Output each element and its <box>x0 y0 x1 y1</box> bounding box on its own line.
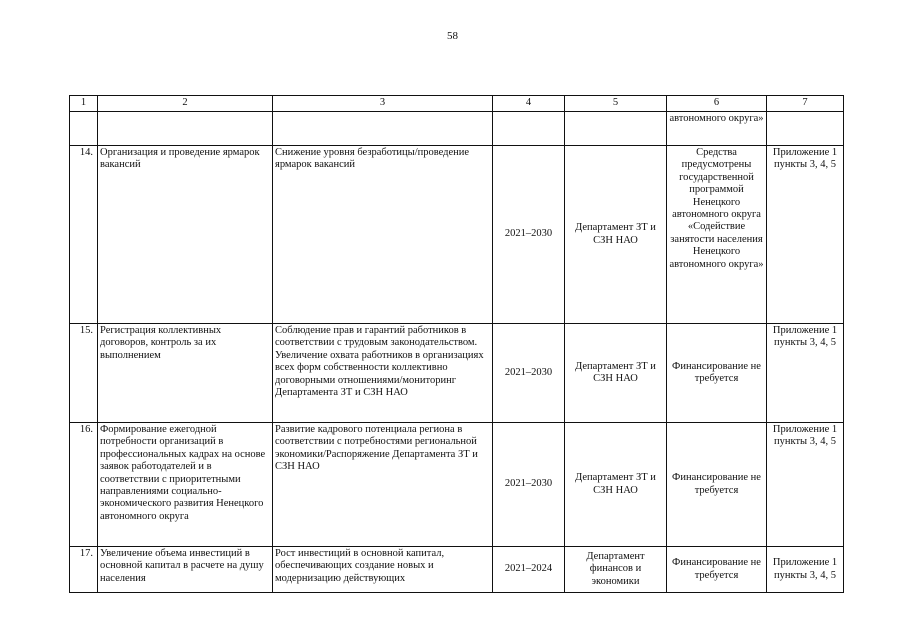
executor-cell: Департамент ЗТ и СЗН НАО <box>565 324 667 423</box>
measure-cell: Увеличение объема инвестиций в основной капитал в расчете на душу населения <box>98 547 273 593</box>
page-number: 58 <box>447 30 458 42</box>
result-cell: Снижение уровня безработицы/проведение ярмарок вакансий <box>273 146 493 324</box>
column-number: 3 <box>273 96 493 112</box>
result-cell: Развитие кадрового потенциала региона в соответствии с потребностями региональной экономики/Распоряжение Департамента ЗТ и СЗН НАО <box>273 423 493 547</box>
continuation-row <box>70 112 844 146</box>
executor-cell: Департамент финансов и экономики <box>565 547 667 593</box>
result-cell: Соблюдение прав и гарантий работников в соответствии с трудовым законодательством. Увеличение охвата работников в организациях всех форм собственности коллективно договорными отношениями/мониторинг Департамента ЗТ и СЗН НАО <box>273 324 493 423</box>
period-cell: 2021–2030 <box>493 146 565 324</box>
result-cell: Рост инвестиций в основной капитал, обеспечивающих создание новых и модернизацию действующих <box>273 547 493 593</box>
row-number: 17. <box>70 547 98 593</box>
column-number: 7 <box>767 96 844 112</box>
executor-cell: Департамент ЗТ и СЗН НАО <box>565 146 667 324</box>
table-row <box>70 146 844 324</box>
measure-cell: Регистрация коллективных договоров, контроль за их выполнением <box>98 324 273 423</box>
cell-empty <box>767 112 844 146</box>
row-number: 16. <box>70 423 98 547</box>
cell-empty <box>273 112 493 146</box>
table-row <box>70 547 844 593</box>
measure-cell: Формирование ежегодной потребности организаций в профессиональных кадрах на основе заявок работодателей и в соответствии с приоритетными направлениями социально-экономического развития Ненецкого автономного округа <box>98 423 273 547</box>
period-cell: 2021–2030 <box>493 423 565 547</box>
row-number: 15. <box>70 324 98 423</box>
cell-empty <box>493 112 565 146</box>
column-number: 6 <box>667 96 767 112</box>
table-row <box>70 324 844 423</box>
cell-empty <box>70 112 98 146</box>
reference-cell: Приложение 1 пункты 3, 4, 5 <box>767 324 844 423</box>
measure-cell: Организация и проведение ярмарок вакансий <box>98 146 273 324</box>
funding-cell: Средства предусмотрены государственной программой Ненецкого автономного округа «Содействие занятости населения Ненецкого автономного округа» <box>667 146 767 324</box>
column-number: 4 <box>493 96 565 112</box>
column-number: 5 <box>565 96 667 112</box>
funding-cell: Финансирование не требуется <box>667 547 767 593</box>
funding-cell: Финансирование не требуется <box>667 324 767 423</box>
cell-empty <box>565 112 667 146</box>
measures-table <box>69 95 844 593</box>
reference-cell: Приложение 1 пункты 3, 4, 5 <box>767 146 844 324</box>
column-number: 1 <box>70 96 98 112</box>
column-number-row <box>70 96 844 112</box>
table-row <box>70 423 844 547</box>
executor-cell: Департамент ЗТ и СЗН НАО <box>565 423 667 547</box>
funding-cell: автономного округа» <box>667 112 767 146</box>
period-cell: 2021–2030 <box>493 324 565 423</box>
column-number: 2 <box>98 96 273 112</box>
period-cell: 2021–2024 <box>493 547 565 593</box>
cell-empty <box>98 112 273 146</box>
funding-cell: Финансирование не требуется <box>667 423 767 547</box>
row-number: 14. <box>70 146 98 324</box>
reference-cell: Приложение 1 пункты 3, 4, 5 <box>767 423 844 547</box>
reference-cell: Приложение 1 пункты 3, 4, 5 <box>767 547 844 593</box>
